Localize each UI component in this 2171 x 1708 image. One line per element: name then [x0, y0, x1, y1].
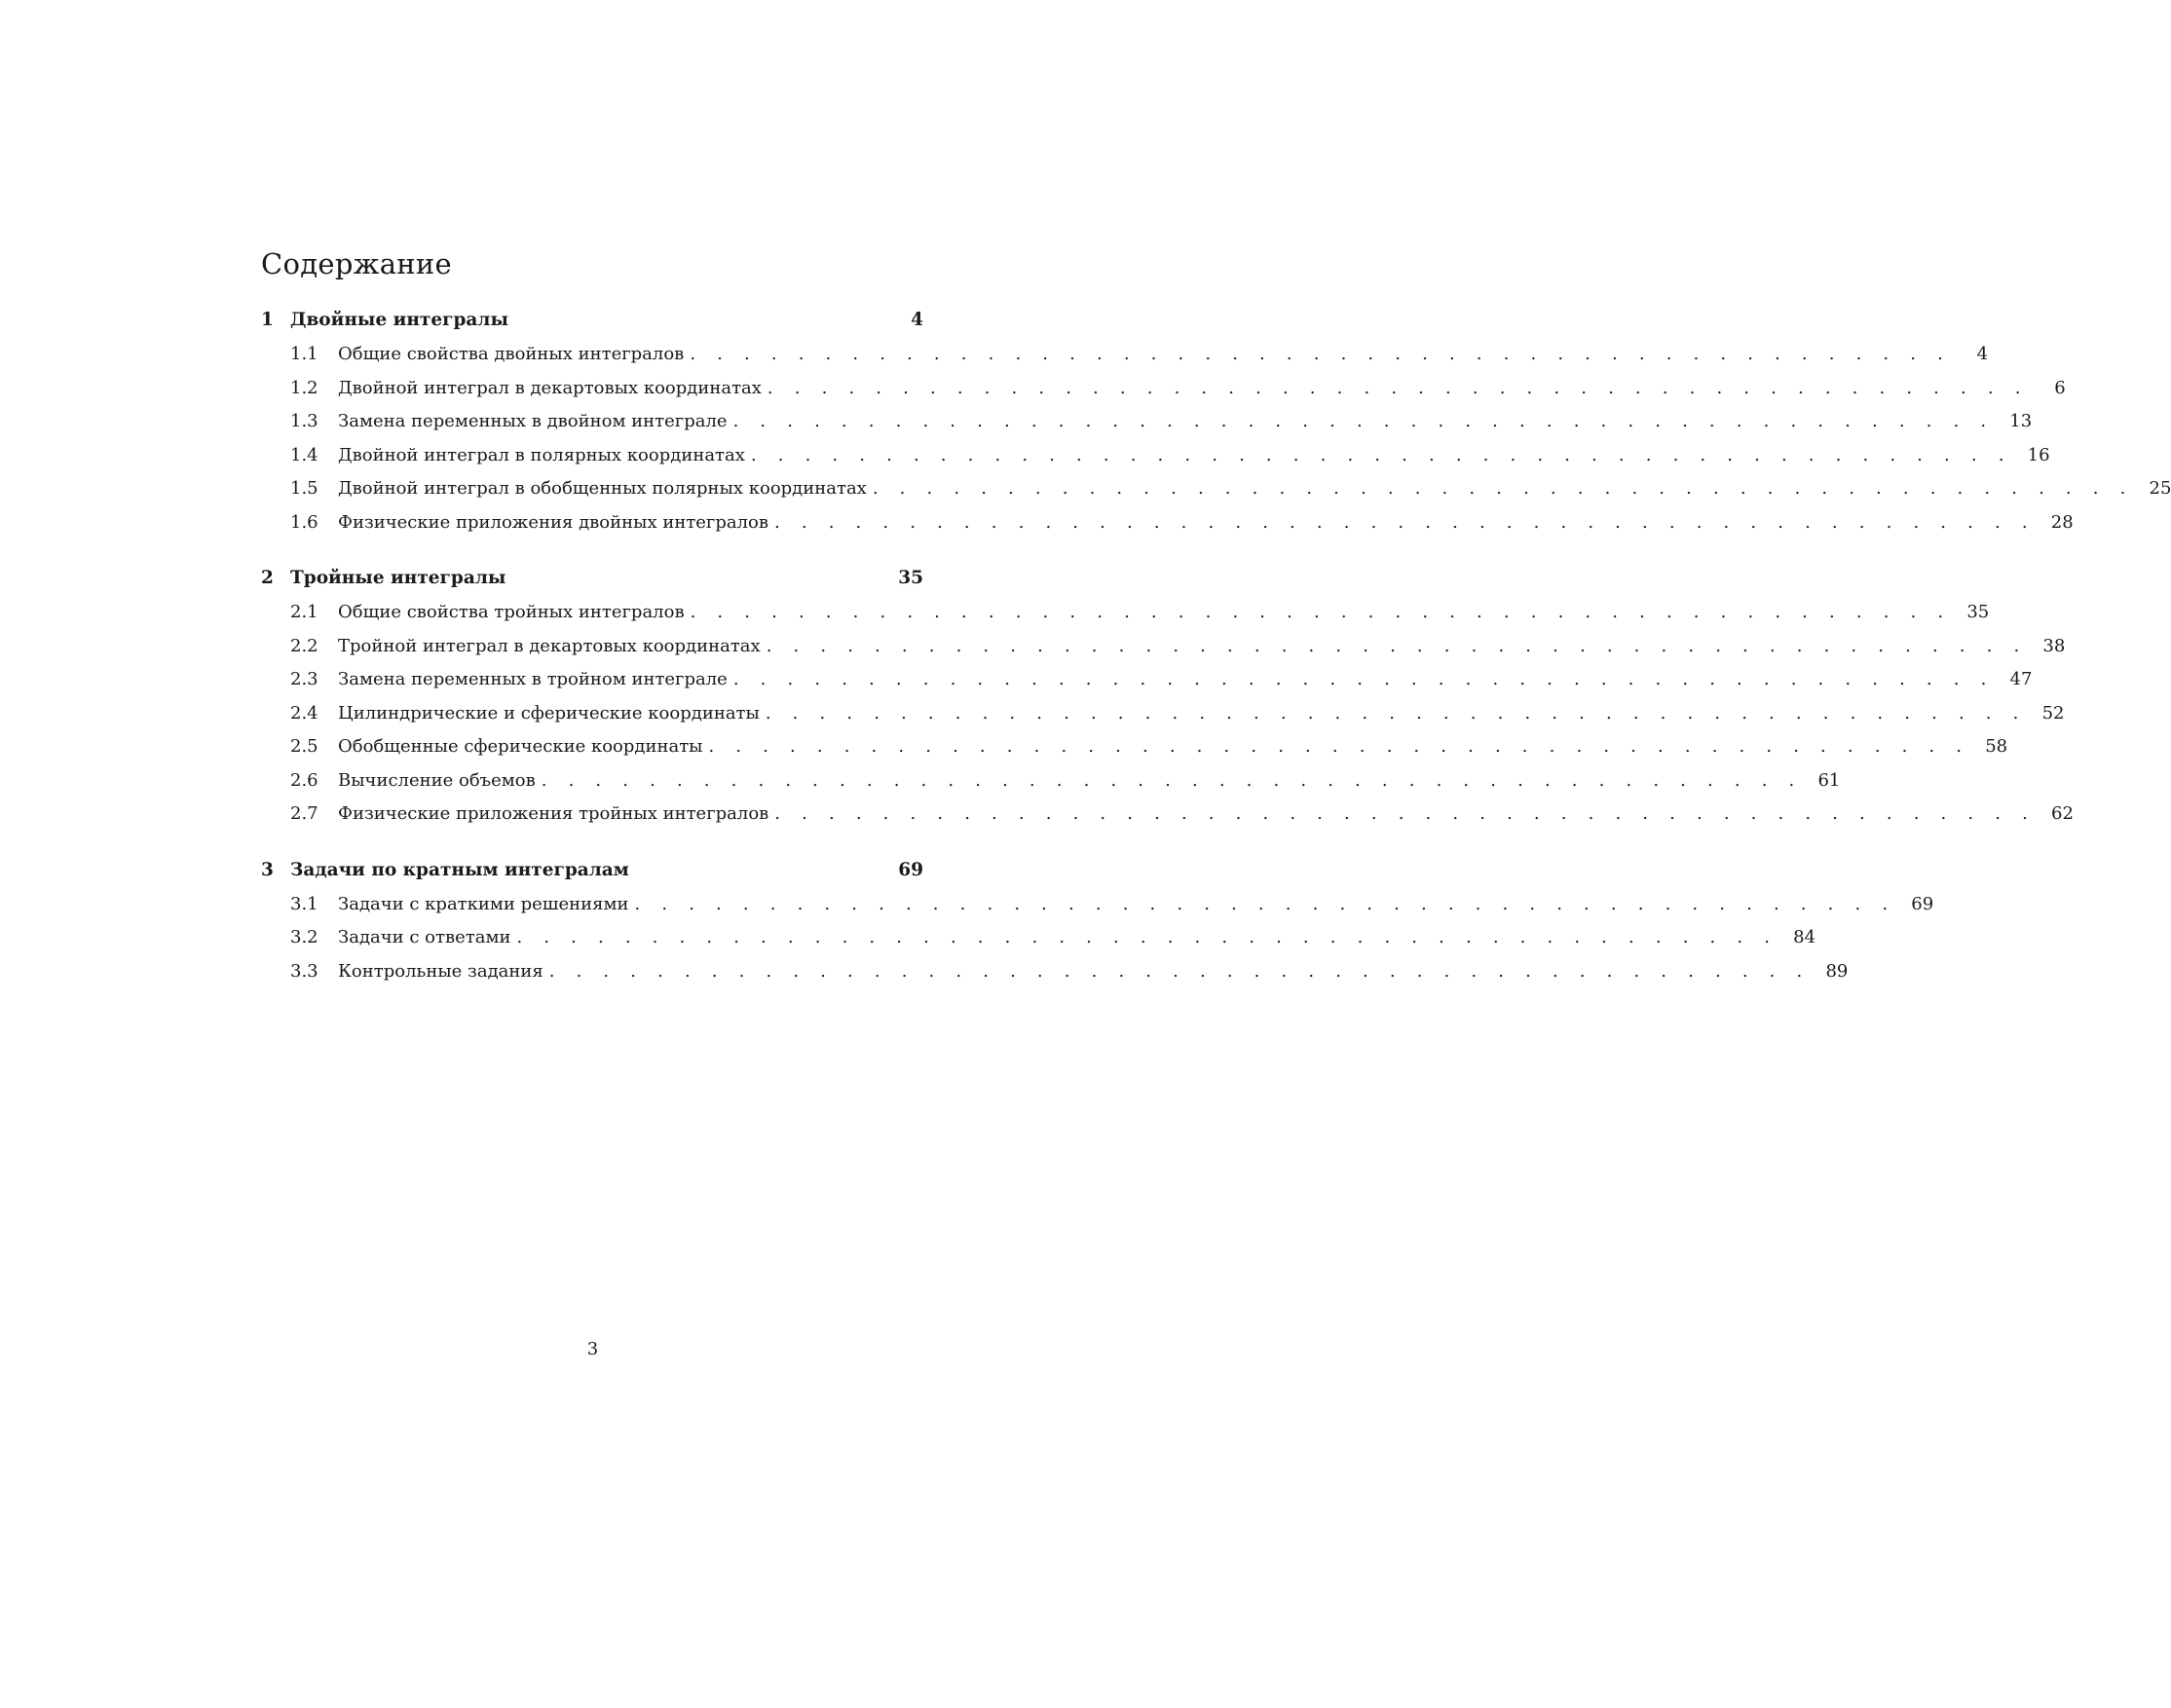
chapter-number: 1	[261, 310, 274, 330]
section-page-number: 69	[1911, 893, 1934, 914]
section-number: 1.2	[290, 377, 318, 398]
chapter-page-number: 4	[911, 310, 923, 330]
toc-chapter-1	[261, 310, 2171, 545]
section-number: 3.3	[290, 960, 318, 982]
section-page-number: 84	[1793, 927, 1816, 947]
section-title: Контрольные задания	[338, 960, 543, 982]
section-page-number: 35	[1966, 602, 1990, 622]
section-number: 3.1	[290, 893, 318, 914]
section-number: 1.5	[290, 478, 318, 499]
toc-section-entry[interactable]	[261, 344, 1989, 378]
dot-leader: . . . . . . . . . . . . . . . . . . . . . . . . . . . . . . . . . . . . . . . . . . . . . . .	[516, 927, 1778, 947]
dot-leader: . . . . . . . . . . . . . . . . . . . . . . . . . . . . . . . . . . . . . . . . . . . . . . .	[767, 377, 2029, 398]
dot-leader: . . . . . . . . . . . . . . . . . . . . . . . . . . . . . . . . . . . . . . . . . . . . . . .	[690, 344, 1952, 364]
section-number: 1.4	[290, 444, 318, 465]
dot-leader: . . . . . . . . . . . . . . . . . . . . . . . . . . . . . . . . . . . . . . . . . . . . . . .	[690, 602, 1952, 622]
dot-leader: . . . . . . . . . . . . . . . . . . . . . . . . . . . . . . . . . . . . . . . . . . . . . . .	[750, 444, 2012, 465]
toc-section-entry[interactable]	[261, 927, 1816, 961]
table-of-contents	[261, 310, 2171, 994]
section-page-number: 4	[1976, 344, 1989, 364]
section-page-number: 28	[2050, 511, 2074, 533]
chapter-number: 2	[261, 568, 274, 588]
section-title: Замена переменных в тройном интеграле	[338, 669, 728, 689]
section-number: 2.5	[290, 736, 318, 757]
section-title: Задачи с краткими решениями	[338, 893, 629, 914]
toc-section-entry[interactable]	[261, 769, 1841, 804]
section-title: Вычисление объемов	[338, 769, 536, 791]
section-page-number: 47	[2009, 669, 2033, 689]
section-number: 2.1	[290, 602, 318, 622]
section-title: Двойной интеграл в полярных координатах	[338, 444, 745, 465]
dot-leader: . . . . . . . . . . . . . . . . . . . . . . . . . . . . . . . . . . . . . . . . . . . . . . .	[732, 669, 1995, 689]
section-page-number: 38	[2042, 635, 2066, 656]
section-number: 2.3	[290, 669, 318, 689]
section-page-number: 58	[1985, 736, 2008, 757]
toc-section-entry[interactable]	[261, 669, 2033, 703]
section-title: Обобщенные сферические координаты	[338, 736, 703, 757]
toc-chapter-2	[261, 568, 2074, 837]
chapter-title: Задачи по кратным интегралам	[290, 859, 629, 880]
section-page-number: 16	[2027, 444, 2050, 465]
toc-section-entry[interactable]	[261, 444, 2050, 479]
toc-chapter-entry[interactable]	[261, 568, 923, 602]
toc-section-entry[interactable]	[261, 803, 2074, 837]
section-number: 2.4	[290, 702, 318, 724]
section-title: Физические приложения двойных интегралов	[338, 511, 769, 533]
page-number: 3	[586, 1339, 599, 1359]
dot-leader: . . . . . . . . . . . . . . . . . . . . . . . . . . . . . . . . . . . . . . . . . . . . . . .	[634, 893, 1896, 914]
section-title: Цилиндрические и сферические координаты	[338, 702, 760, 724]
toc-section-entry[interactable]	[261, 736, 2008, 770]
toc-section-entry[interactable]	[261, 377, 2066, 412]
section-page-number: 52	[2041, 702, 2065, 724]
section-page-number: 89	[1825, 960, 1849, 982]
toc-section-entry[interactable]	[261, 702, 2065, 737]
section-title: Физические приложения тройных интегралов	[338, 803, 769, 824]
toc-section-entry[interactable]	[261, 511, 2074, 546]
section-number: 2.2	[290, 635, 318, 656]
dot-leader: . . . . . . . . . . . . . . . . . . . . . . . . . . . . . . . . . . . . . . . . . . . . . . .	[774, 803, 2037, 824]
section-title: Замена переменных в двойном интеграле	[338, 411, 728, 431]
section-title: Двойной интеграл в декартовых координатах	[338, 377, 762, 398]
chapter-title: Двойные интегралы	[290, 310, 509, 330]
dot-leader: . . . . . . . . . . . . . . . . . . . . . . . . . . . . . . . . . . . . . . . . . . . . . . .	[765, 702, 2027, 724]
chapter-page-number: 69	[898, 859, 923, 880]
toc-chapter-entry[interactable]	[261, 860, 923, 894]
toc-section-entry[interactable]	[261, 893, 1934, 928]
toc-heading: Содержание	[261, 247, 453, 280]
section-page-number: 6	[2054, 377, 2066, 398]
toc-section-entry[interactable]	[261, 960, 1849, 995]
dot-leader: . . . . . . . . . . . . . . . . . . . . . . . . . . . . . . . . . . . . . . . . . . . . . . .	[872, 478, 2134, 499]
dot-leader: . . . . . . . . . . . . . . . . . . . . . . . . . . . . . . . . . . . . . . . . . . . . . . .	[708, 736, 1970, 757]
dot-leader: . . . . . . . . . . . . . . . . . . . . . . . . . . . . . . . . . . . . . . . . . . . . . . .	[774, 511, 2036, 533]
section-title: Задачи с ответами	[338, 927, 511, 947]
toc-section-entry[interactable]	[261, 411, 2033, 445]
section-title: Тройной интеграл в декартовых координатах	[338, 635, 761, 656]
toc-chapter-entry[interactable]	[261, 310, 923, 344]
chapter-number: 3	[261, 859, 274, 880]
section-page-number: 13	[2009, 411, 2033, 431]
toc-section-entry[interactable]	[261, 635, 2066, 670]
section-title: Общие свойства двойных интегралов	[338, 344, 685, 364]
chapter-page-number: 35	[898, 568, 923, 588]
section-title: Общие свойства тройных интегралов	[338, 602, 685, 622]
dot-leader: . . . . . . . . . . . . . . . . . . . . . . . . . . . . . . . . . . . . . . . . . . . . . . .	[541, 769, 1803, 791]
toc-section-entry[interactable]	[261, 478, 2171, 512]
toc-chapter-3	[261, 859, 1934, 995]
section-title: Двойной интеграл в обобщенных полярных координатах	[338, 478, 867, 499]
chapter-title: Тройные интегралы	[290, 568, 506, 588]
section-number: 3.2	[290, 927, 318, 947]
section-page-number: 25	[2149, 478, 2171, 499]
section-page-number: 61	[1817, 769, 1841, 791]
section-number: 2.7	[290, 803, 318, 824]
section-number: 2.6	[290, 769, 318, 791]
section-number: 1.1	[290, 344, 318, 364]
dot-leader: . . . . . . . . . . . . . . . . . . . . . . . . . . . . . . . . . . . . . . . . . . . . . . .	[766, 635, 2028, 656]
section-number: 1.3	[290, 411, 318, 431]
section-number: 1.6	[290, 511, 318, 533]
section-page-number: 62	[2051, 803, 2074, 824]
dot-leader: . . . . . . . . . . . . . . . . . . . . . . . . . . . . . . . . . . . . . . . . . . . . . . .	[548, 960, 1811, 982]
dot-leader: . . . . . . . . . . . . . . . . . . . . . . . . . . . . . . . . . . . . . . . . . . . . . . .	[732, 411, 1995, 431]
toc-section-entry[interactable]	[261, 602, 1990, 636]
